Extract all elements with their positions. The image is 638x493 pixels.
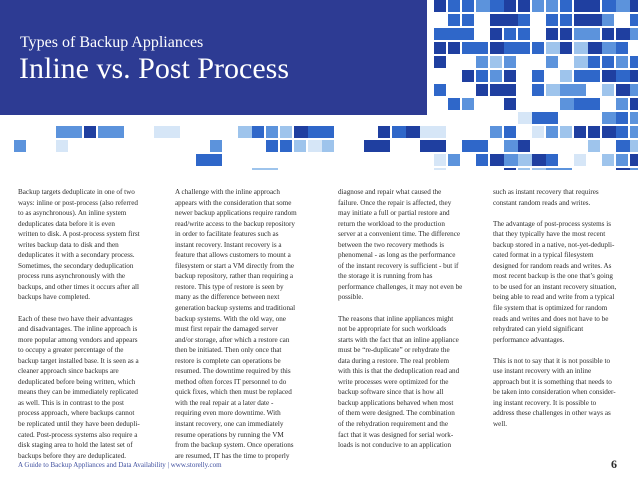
mosaic-tile [588, 140, 600, 152]
mosaic-tile [252, 126, 264, 138]
mosaic-tile [602, 28, 614, 40]
mosaic-tile [560, 126, 572, 138]
text-line: cated. Post-process systems also require a [18, 430, 138, 439]
text-line: backup repository, rather than requiring a [175, 272, 294, 281]
mosaic-tile [504, 98, 516, 110]
mosaic-tile [434, 42, 446, 54]
text-line: write processes were optimized for the [338, 377, 449, 386]
text-line: be taken into consideration when consider- [493, 388, 616, 397]
text-line: backup systems. With the old way, one [175, 314, 286, 323]
mosaic-tile [630, 140, 638, 152]
text-line: with this is that the deduplication read and [338, 367, 460, 376]
text-line: may initiate a full or partial restore and [338, 209, 450, 218]
mosaic-tile [602, 14, 614, 26]
text-line: then be initiated. Then only once that [175, 346, 282, 355]
mosaic-tile [560, 70, 572, 82]
mosaic-tile [434, 0, 446, 12]
text-line: deduplicated before being written, which [18, 377, 136, 386]
body-paragraph [338, 187, 488, 303]
mosaic-tile [252, 168, 278, 170]
text-line: Backup targets deduplicate in one of two [18, 188, 135, 196]
text-line: Each of these two have their advantages [18, 314, 133, 323]
mosaic-tile [546, 56, 558, 68]
text-line: backup applications behaved when most [338, 398, 454, 407]
text-line: backup software since that is how all [338, 388, 444, 397]
mosaic-tile [448, 42, 460, 54]
text-column-1 [18, 187, 168, 472]
mosaic-tile [574, 0, 600, 12]
text-line: phenomenal - as long as the performance [338, 251, 456, 260]
text-line: This is not to say that it is not possible to [493, 356, 611, 365]
text-line: file system that is optimized for random [493, 304, 608, 313]
mosaic-tile [448, 98, 460, 110]
mosaic-tile [322, 140, 334, 152]
text-line: backups, and other times it occurs after all [18, 282, 139, 291]
mosaic-tile [364, 140, 390, 152]
mosaic-tile [14, 140, 26, 152]
text-line: be replicated until they have been dedupli- [18, 420, 140, 429]
mosaic-tile [434, 84, 446, 96]
mosaic-tile [490, 28, 502, 40]
mosaic-tile [420, 140, 446, 152]
text-line: such as instant recovery that requires [493, 188, 599, 196]
mosaic-tile [630, 126, 638, 138]
mosaic-tile [616, 98, 628, 110]
text-line: well. [493, 420, 508, 429]
section-subtitle: Types of Backup Appliances [20, 34, 204, 51]
footer-text: A Guide to Backup Appliances and Data Availability | www.storelly.com [18, 461, 222, 469]
mosaic-tile [532, 126, 544, 138]
mosaic-tile [602, 56, 614, 68]
text-line: restore is complete can operations be [175, 356, 281, 365]
mosaic-tile [560, 42, 572, 54]
mosaic-tile [266, 140, 278, 152]
mosaic-tile [84, 126, 96, 138]
mosaic-tile [532, 0, 544, 12]
header-banner [0, 0, 638, 170]
text-line: constant random reads and writes. [493, 198, 591, 207]
mosaic-tile [602, 154, 614, 166]
mosaic-tile [490, 84, 516, 96]
text-line: many as the difference between next [175, 293, 280, 302]
mosaic-tile [546, 112, 558, 124]
text-line: return the workload to the production [338, 219, 445, 228]
body-paragraph [175, 187, 325, 461]
text-column-4 [493, 187, 633, 440]
text-line: method often forces IT personnel to do [175, 377, 287, 386]
text-line: reads and writes and does not have to be [493, 314, 609, 323]
text-line: of the rehydration requirement and the [338, 420, 449, 429]
mosaic-tile [476, 56, 488, 68]
mosaic-tile [518, 0, 530, 12]
mosaic-tile [616, 126, 628, 138]
text-line: newer backup applications require random [175, 209, 297, 218]
mosaic-tile [560, 14, 572, 26]
mosaic-tile [448, 154, 460, 166]
text-line: backup stored in a native, not-yet-dedupli- [493, 240, 615, 249]
mosaic-tile [602, 84, 614, 96]
mosaic-tile [630, 0, 638, 12]
text-line: with the real repair at a later date - [175, 398, 274, 407]
text-line: that they typically have the most recent [493, 230, 606, 239]
text-line: approach but it is something that needs to [493, 377, 612, 386]
text-line: requiring even more downtime. With [175, 409, 281, 418]
mosaic-tile [518, 168, 530, 170]
mosaic-tile [490, 70, 502, 82]
mosaic-tile [504, 0, 516, 12]
mosaic-tile [196, 154, 222, 166]
text-line: from the backup system. Once operations [175, 441, 294, 450]
mosaic-tile [504, 126, 516, 138]
text-line: server at a convenient time. The difference [338, 230, 461, 239]
text-line: backup target installed base. It is seen as a [18, 356, 139, 365]
text-line: to occupy a greater percentage of the [18, 346, 124, 355]
mosaic-tile [630, 98, 638, 110]
text-line: instant recovery. Instant recovery is a [175, 240, 282, 249]
text-line: rehydrated can yield significant [493, 325, 584, 334]
mosaic-tile [560, 28, 572, 40]
mosaic-tile [280, 126, 292, 138]
mosaic-tile [616, 112, 628, 124]
mosaic-tile [56, 126, 82, 138]
text-line: The advantage of post-process systems is [493, 219, 611, 228]
text-line: disk staging area to hold the latest set of [18, 441, 133, 450]
mosaic-tile [532, 42, 544, 54]
mosaic-tile [154, 126, 180, 138]
body-paragraph [338, 314, 488, 451]
mosaic-tile [560, 84, 586, 96]
mosaic-tile [462, 98, 474, 110]
text-line: written to disk. A post-process system first [18, 230, 140, 239]
mosaic-tile [294, 140, 306, 152]
mosaic-tile [504, 168, 516, 170]
text-line: must first repair the damaged server [175, 325, 278, 334]
text-line: of them were designed. The combination [338, 409, 455, 418]
text-line: process approach, where backups cannot [18, 409, 135, 418]
mosaic-tile [546, 14, 558, 26]
mosaic-tile [616, 42, 628, 54]
mosaic-tile [630, 56, 638, 68]
mosaic-tile [448, 14, 460, 26]
mosaic-tile [378, 126, 390, 138]
mosaic-tile [448, 0, 460, 12]
mosaic-tile [574, 70, 600, 82]
text-line: of the instant recovery is sufficient - but if [338, 261, 459, 270]
page-number: 6 [611, 457, 617, 471]
text-line: deduplicates data before it is even [18, 219, 115, 228]
mosaic-tile [462, 14, 474, 26]
mosaic-tile [630, 14, 638, 26]
text-line: performance challenges, it may not even be [338, 282, 463, 291]
text-line: use instant recovery with an inline [493, 367, 592, 376]
text-line: and disadvantages. The inline approach is [18, 325, 138, 334]
body-paragraph [18, 187, 168, 303]
text-line: to as asynchronous). An inline system [18, 209, 127, 218]
mosaic-tile [532, 84, 544, 96]
text-line: means they can be immediately replicated [18, 388, 138, 397]
mosaic-tile [518, 14, 530, 26]
mosaic-tile [574, 126, 586, 138]
text-line: process runs asynchronously with the [18, 272, 126, 281]
mosaic-tile [490, 56, 502, 68]
text-line: Sometimes, the secondary deduplication [18, 261, 134, 270]
text-line: read/write access to the backup repository [175, 219, 295, 228]
mosaic-tile [210, 140, 222, 152]
mosaic-tile [630, 28, 638, 40]
body-paragraph [493, 219, 633, 346]
text-line: between the two recovery methods is [338, 240, 445, 249]
text-line: to be used for an instant recovery situation, [493, 282, 617, 291]
mosaic-tile [630, 112, 638, 124]
text-line: being able to read and write from a typical [493, 293, 615, 302]
text-line: possible. [338, 293, 364, 302]
text-line: quick fixes, which then must be replaced [175, 388, 292, 397]
text-line: cated format in a typical filesystem [493, 251, 594, 260]
mosaic-tile [462, 42, 488, 54]
mosaic-tile [518, 28, 530, 40]
mosaic-tile [588, 56, 600, 68]
mosaic-tile [574, 98, 600, 110]
body-paragraph [493, 187, 633, 208]
text-line: as well. This is in contrast to the post [18, 398, 124, 407]
text-line: more popular among vendors and appears [18, 335, 138, 344]
mosaic-tile [504, 56, 516, 68]
text-line: the storage it is running from has [338, 272, 433, 281]
mosaic-tile [476, 84, 488, 96]
mosaic-tile [546, 126, 558, 138]
text-line: The reasons that inline appliances might [338, 314, 454, 323]
text-line: appears with the consideration that some [175, 198, 292, 207]
text-line: data during a restore. The real problem [338, 356, 450, 365]
text-line: resume operations by running the VM [175, 430, 284, 439]
text-line: feature that allows customers to mount a [175, 251, 291, 260]
mosaic-tile [546, 28, 558, 40]
text-line: instant recovery, one can immediately [175, 420, 284, 429]
mosaic-tile [280, 140, 292, 152]
mosaic-tile [546, 168, 572, 170]
mosaic-tile [546, 0, 558, 12]
text-line: cleaner approach since backups are [18, 367, 119, 376]
mosaic-tile [616, 56, 628, 68]
mosaic-tile [462, 0, 474, 12]
text-line: are resumed, IT has the time to properly [175, 451, 290, 460]
mosaic-tile [56, 140, 68, 152]
text-line: and/or storage, after which a restore can [175, 335, 290, 344]
mosaic-tile [546, 154, 558, 166]
text-line: filesystem or start a VM directly from the [175, 261, 295, 270]
mosaic-tile [308, 126, 334, 138]
mosaic-tile [504, 28, 516, 40]
body-paragraph [493, 356, 633, 430]
mosaic-tile [518, 140, 530, 152]
mosaic-tile [574, 154, 586, 166]
text-line: ways: inline or post-process (also referred [18, 198, 138, 207]
text-line: deduplicates it with a secondary process. [18, 251, 135, 260]
mosaic-tile [630, 168, 638, 170]
text-line: backups before they are deduplicated. [18, 451, 127, 460]
text-line: failure. Once the repair is affected, they [338, 198, 452, 207]
text-column-3 [338, 187, 488, 461]
text-column-2 [175, 187, 325, 472]
mosaic-tile [532, 70, 544, 82]
mosaic-tile [462, 70, 474, 82]
mosaic-tile [630, 70, 638, 82]
mosaic-tile [266, 126, 278, 138]
text-line: ing instant recovery. It is possible to [493, 398, 597, 407]
mosaic-tile [560, 0, 572, 12]
mosaic-tile [462, 140, 488, 152]
text-line: generation backup systems and traditional [175, 304, 296, 313]
text-line: starts with the fact that an inline appliance [338, 335, 459, 344]
mosaic-tile [434, 154, 446, 166]
body-paragraph [18, 314, 168, 462]
mosaic-tile [448, 28, 474, 40]
text-line: restore. This type of restore is seen by [175, 282, 284, 291]
mosaic-tile [518, 42, 530, 54]
text-line: performance advantages. [493, 335, 565, 344]
title-panel [0, 0, 427, 115]
page-title: Inline vs. Post Process [19, 52, 289, 85]
mosaic-tile [420, 126, 446, 138]
text-line: most recent backup is the one that’s going [493, 272, 613, 281]
mosaic-tile [588, 28, 600, 40]
mosaic-tile [490, 126, 502, 138]
mosaic-tile [476, 70, 488, 82]
text-line: loads is not conducive to an application [338, 441, 452, 450]
mosaic-tile [616, 154, 628, 166]
text-line: address these challenges in other ways as [493, 409, 611, 418]
mosaic-tile [434, 168, 446, 170]
text-line: backups have completed. [18, 293, 90, 302]
text-line: fact that it was designed for serial work- [338, 430, 454, 439]
text-line: diagnose and repair what caused the [338, 188, 442, 196]
mosaic-tile [98, 126, 124, 138]
text-line: writes backup data to disk and then [18, 240, 119, 249]
text-line: in order to facilitate features such as [175, 230, 279, 239]
mosaic-tile [630, 84, 638, 96]
mosaic-tile [434, 56, 446, 68]
text-line: A challenge with the inline approach [175, 188, 280, 196]
text-line: designed for random reads and writes. As [493, 261, 612, 270]
mosaic-tile [504, 70, 516, 82]
mosaic-tile [588, 126, 600, 138]
text-line: resumed. The downtime required by this [175, 367, 291, 376]
mosaic-tile [476, 154, 488, 166]
text-line: must be “re-duplicate” or rehydrate the [338, 346, 450, 355]
mosaic-tile [630, 154, 638, 166]
text-line: not be appropriate for such workloads [338, 325, 447, 334]
